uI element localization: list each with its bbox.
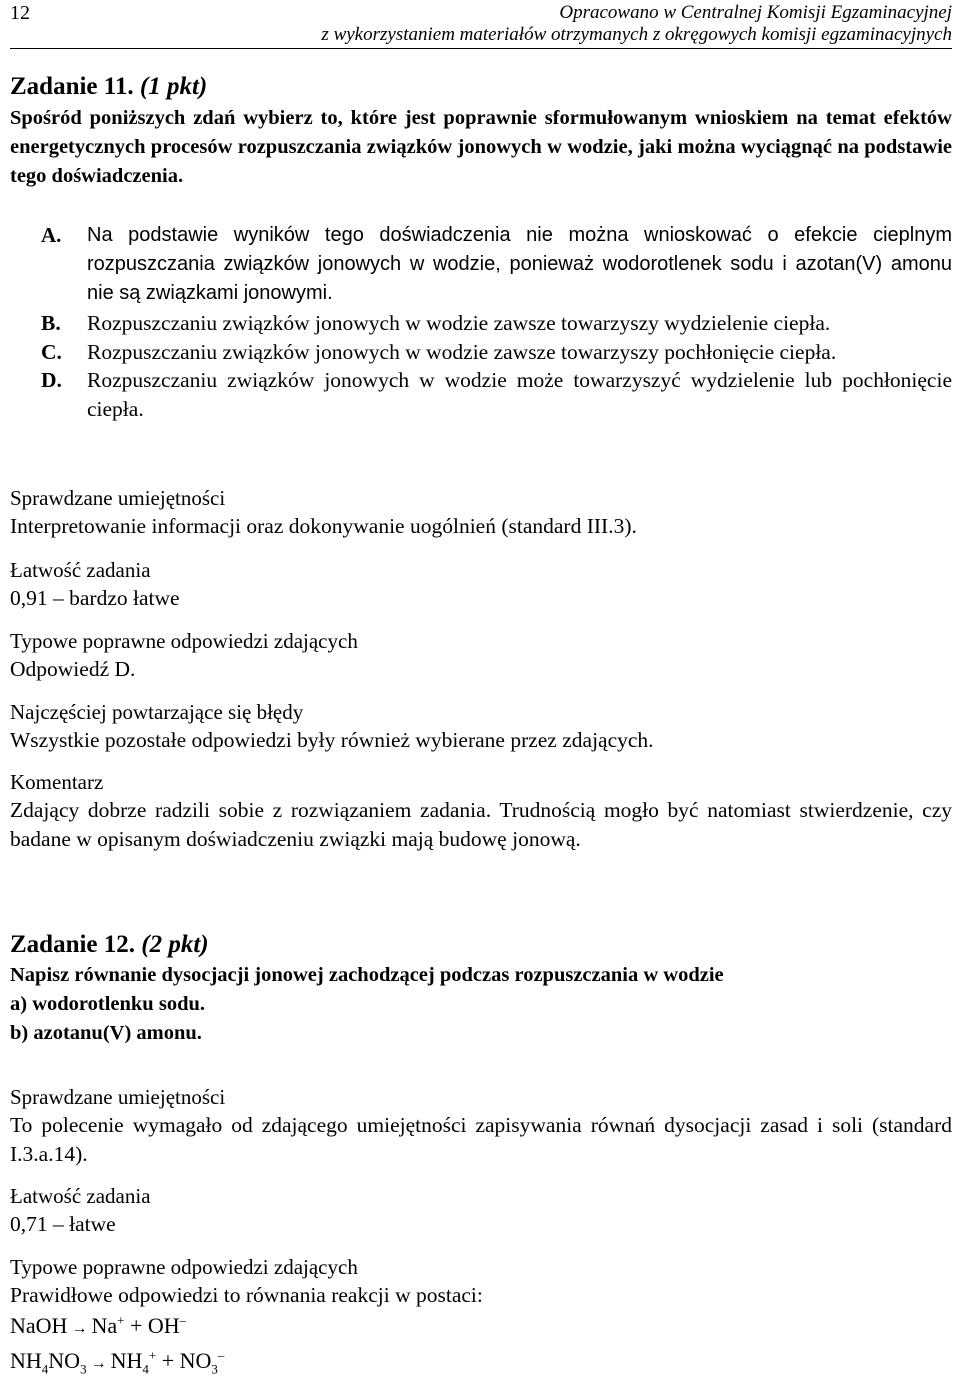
task-11-answers [10,627,952,684]
section-body: 0,91 – bardzo łatwe [10,586,180,610]
option-d: D. Rozpuszczaniu związków jonowych w wodzie może towarzyszyć wydzielenie lub pochłonięcie ciepła. [41,368,952,421]
task-11-prompt: Spośród poniższych zdań wybierz to, które jest poprawnie sformułowanym wnioskiem na temat efektów energetycznych procesów rozpuszczania związków jonowych w wodzie, jaki można wyciągnąć na podstawie tego doświadczenia. [10,107,952,187]
section-body: Interpretowanie informacji oraz dokonywanie uogólnień (standard III.3). [10,514,637,538]
task-11-ease [10,556,952,613]
task-12-ease [10,1182,952,1239]
header-source [321,2,952,46]
section-heading: Łatwość zadania [10,558,151,582]
section-heading: Komentarz [10,770,104,794]
answer-options [10,221,952,423]
header-line-1: Opracowano w Centralnej Komisji Egzaminacyjnej [559,2,952,23]
section-body: Zdający dobrze radzili sobie z rozwiązaniem zadania. Trudnością mogło być natomiast stwierdzenie, czy badane w opisanym doświadczeniu związki mają budowę jonową. [10,798,952,851]
task-11-errors [10,698,952,755]
task-12-answers [10,1253,952,1380]
task-12-prompt-line: Napisz równanie dysocjacji jonowej zachodzącej podczas rozpuszczania w wodzie [10,964,724,986]
section-body: To polecenie wymagało od zdającego umiejętności zapisywania równań dysocjacji zasad i soli (standard I.3.a.14). [10,1113,952,1166]
section-heading: Sprawdzane umiejętności [10,1085,226,1109]
section-heading: Typowe poprawne odpowiedzi zdających [10,1255,358,1279]
task-12-skills [10,1083,952,1168]
equation-nh4no3: $NH_4NO_3 \to NH_4^+ + NO_3^-$ [10,1347,225,1376]
task-12-prompt-line: b) azotanu(V) amonu. [10,1022,202,1044]
option-b: B. Rozpuszczaniu związków jonowych w wodzie zawsze towarzyszy wydzielenie ciepła. [41,311,831,335]
task-12-prompt-line: a) wodorotlenku sodu. [10,993,205,1015]
section-body: 0,71 – łatwe [10,1212,116,1236]
option-a: A. Na podstawie wyników tego doświadczenia nie można wnioskować o efekcie cieplnym rozpuszczania związków jonowych w wodzie, ponieważ wodorotlenek sodu i azotan(V) amonu nie są związkami jonowymi. [41,223,952,304]
arrow-icon: → [71,1319,88,1337]
task-11-comment [10,768,952,853]
task-12 [10,930,952,1048]
arrow-icon: → [90,1354,107,1372]
task-11 [10,72,952,191]
page-number: 12 [10,2,30,24]
section-body: Prawidłowe odpowiedzi to równania reakcji w postaci: [10,1283,483,1307]
section-heading: Łatwość zadania [10,1184,151,1208]
task-11-title: Zadanie 11. (1 pkt) [10,73,208,100]
document-page [10,0,952,1376]
task-12-title: Zadanie 12. (2 pkt) [10,931,209,958]
page-header [10,0,952,49]
section-body: Odpowiedź D. [10,657,136,681]
section-heading: Sprawdzane umiejętności [10,486,226,510]
header-line-2: z wykorzystaniem materiałów otrzymanych z okręgowych komisji egzaminacyjnych [321,24,952,45]
section-body: Wszystkie pozostałe odpowiedzi były również wybierane przez zdających. [10,728,654,752]
option-c: C. Rozpuszczaniu związków jonowych w wodzie zawsze towarzyszy pochłonięcie ciepła. [41,339,837,364]
section-heading: Najczęściej powtarzające się błędy [10,700,304,724]
equation-naoh: NaOH → Na+ + OH– [10,1312,187,1338]
task-11-skills [10,484,952,541]
section-heading: Typowe poprawne odpowiedzi zdających [10,629,358,653]
